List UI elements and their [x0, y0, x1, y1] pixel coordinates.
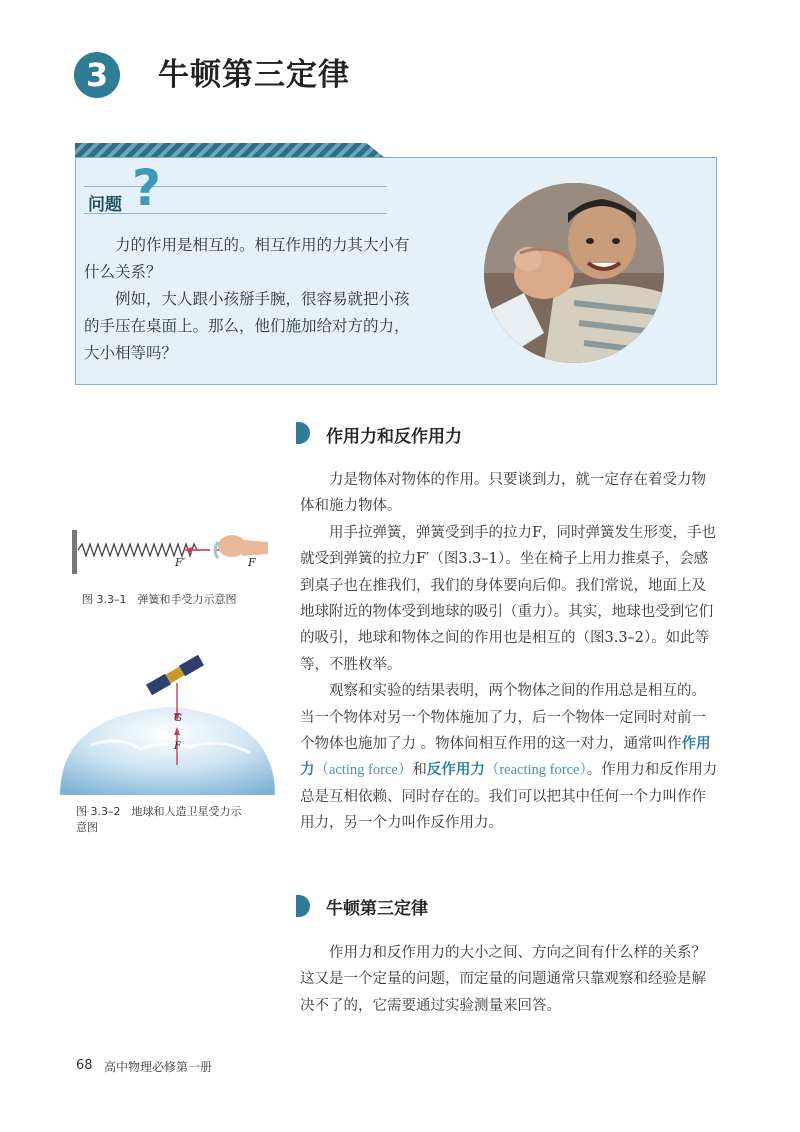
english-reacting-force: （reacting force）: [484, 762, 587, 779]
section-title-action-reaction: 作用力和反作用力: [326, 427, 462, 447]
question-paragraph-2: 例如，大人跟小孩掰手腕，很容易就把小孩的手压在桌面上。那么，他们施加给对方的力，大小相等吗？: [84, 290, 410, 362]
section1-p3-part-a: 观察和实验的结果表明，两个物体之间的作用总是相互的。当一个物体对另一个物体施加了力，后一个物体一定同时对前一个物体也施加了力 。物体间相互作用的这一对力，通常叫作: [300, 683, 706, 753]
figure2-caption-line2: 意图: [76, 821, 98, 834]
section2-paragraph-1: 作用力和反作用力的大小之间、方向之间有什么样的关系？这又是一个定量的问题，而定量的问题通常只靠观察和经验是解决不了的，它需要通过实验测量来回答。: [300, 945, 706, 1014]
question-rule-bottom: [84, 213, 387, 214]
arm-wrestling-photo: [484, 183, 664, 363]
section1-paragraph-2: 用手拉弹簧，弹簧受到手的拉力F，同时弹簧发生形变，手也就受到弹簧的拉力F′（图3.3–1）。坐在椅子上用力推桌子，会感到桌子也在推我们，我们的身体要向后仰。我们常说，地面上及地球附近的物体受到地球的吸引（重力）。其实，地球也受到它们的吸引，地球和物体之间的作用也是相互的（图3.3–2）。如此等等，不胜枚举。: [300, 524, 717, 673]
arm-wrestling-illustration: [484, 183, 664, 363]
earth-satellite-diagram: [60, 645, 275, 795]
question-label: 问题: [88, 195, 122, 215]
english-acting-force: （acting force）: [314, 762, 413, 779]
section1-p3-part-c: 。作用力和反作用力总是互相依赖、同时存在的。我们可以把其中任何一个力叫作作用力，另一个力叫作反作用力。: [300, 762, 718, 832]
label-f: F: [248, 556, 256, 569]
figure1-caption: 图 3.3–1 弹簧和手受力示意图: [82, 593, 237, 606]
page-number: 68: [76, 1058, 93, 1073]
section1-paragraph-1: 力是物体对物体的作用。只要谈到力，就一定存在着受力物体和施力物体。: [300, 472, 706, 515]
section2-body: [300, 940, 720, 1019]
label-g: G: [174, 713, 182, 724]
decorative-stripe: [75, 143, 385, 158]
section1-p3-part-b: 和: [412, 762, 427, 779]
book-title: 高中物理必修第一册: [104, 1060, 213, 1074]
question-text: [84, 232, 424, 367]
figure2-caption-line1: 图 3.3–2 地球和人造卫星受力示: [76, 805, 242, 818]
question-paragraph-1: 力的作用是相互的。相互作用的力其大小有什么关系？: [84, 236, 410, 281]
chapter-title: 牛顿第三定律: [158, 57, 350, 93]
label-f-earth: F: [174, 741, 181, 752]
spring-hand-diagram: [72, 520, 272, 580]
term-acting-force: 作用力: [300, 736, 711, 779]
figure-spring-hand: [72, 520, 272, 580]
section1-body: [300, 467, 720, 837]
figure2-caption: [76, 804, 242, 836]
term-reacting-force: 反作用力: [426, 762, 485, 779]
section-marker-icon-2: [296, 895, 310, 917]
figure-earth-satellite: [60, 645, 275, 795]
section-marker-icon: [296, 422, 310, 444]
question-mark-icon: ?: [132, 159, 162, 217]
section-title-newton-third-law: 牛顿第三定律: [326, 899, 428, 919]
section1-paragraph-3: [300, 678, 720, 836]
chapter-number-badge: 3: [74, 52, 120, 98]
label-f-prime: F′: [175, 556, 186, 569]
question-rule-top: [84, 186, 387, 187]
